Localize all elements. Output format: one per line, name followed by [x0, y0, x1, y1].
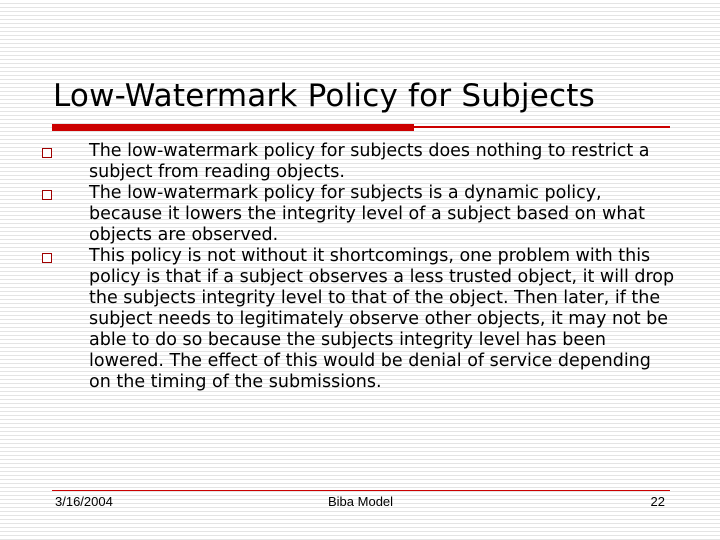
footer-page-number: 22	[650, 494, 665, 509]
bullet-list	[42, 141, 676, 393]
footer-title: Biba Model	[328, 494, 394, 509]
bullet-text: The low-watermark policy for subjects does nothing to restrict a subject from reading objects.	[89, 141, 650, 182]
title-underline-accent	[52, 124, 414, 131]
hollow-square-bullet-icon	[42, 253, 52, 263]
bullet-item	[42, 183, 676, 246]
hollow-square-bullet-icon	[42, 148, 52, 158]
bullet-text: The low-watermark policy for subjects is a dynamic policy, because it lowers the integrity level of a subject based on what objects are observed.	[89, 183, 646, 245]
title-underline-rule	[414, 126, 670, 128]
footer-divider	[52, 490, 670, 491]
bullet-item	[42, 141, 676, 183]
bullet-item	[42, 246, 676, 393]
footer-date: 3/16/2004	[55, 494, 113, 509]
hollow-square-bullet-icon	[42, 190, 52, 200]
bullet-text: This policy is not without it shortcomings, one problem with this policy is that if a subject observes a less trusted object, it will drop the subjects integrity level to that of the object. Then later, if the subject needs to legitimately observe other objects, it may not be able to do so because the subjects integrity level has been lowered. The effect of this would be denial of service depending on the timing of the submissions.	[89, 246, 675, 392]
slide-title: Low-Watermark Policy for Subjects	[53, 78, 595, 114]
